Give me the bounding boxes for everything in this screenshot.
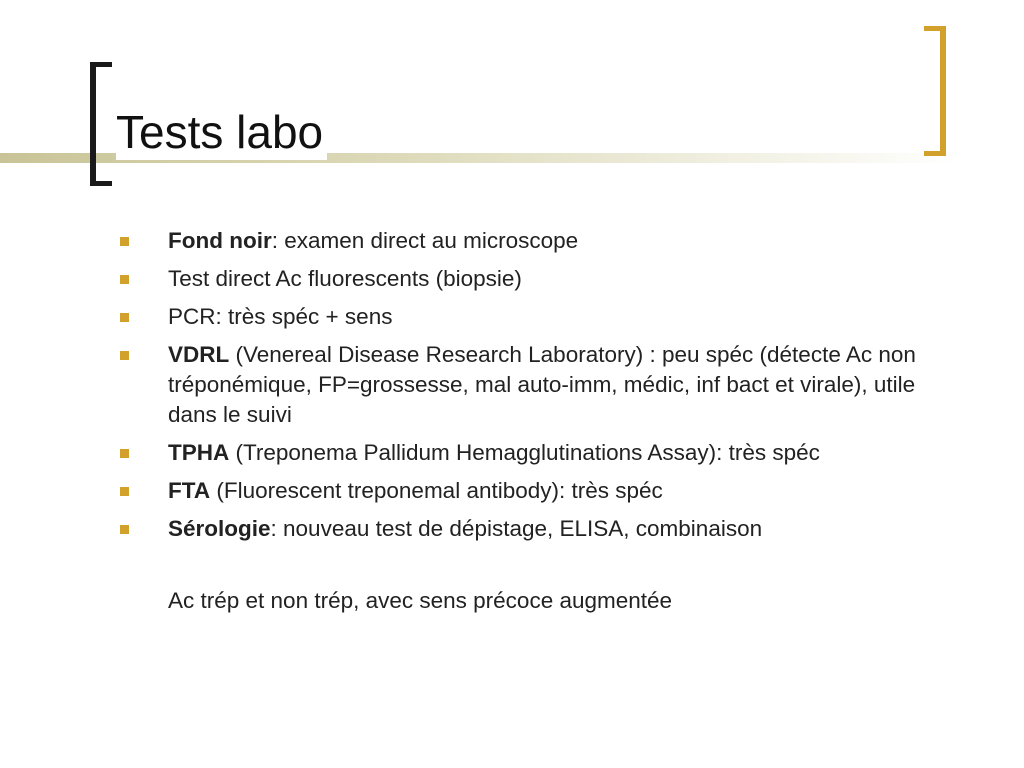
bullet-item (120, 264, 950, 294)
bullet-text: Test direct Ac fluorescents (biopsie) (168, 266, 522, 291)
bullet-bold-term: TPHA (168, 440, 230, 465)
bullet-text: (Treponema Pallidum Hemagglutinations Assay): très spéc (229, 440, 820, 465)
bullet-square-icon (120, 487, 129, 496)
bullet-text: (Venereal Disease Research Laboratory) : peu spéc (détecte Ac non tréponémique, FP=grossesse, mal auto-imm, médic, inf bact et virale), utile dans le suivi (168, 342, 916, 427)
bullet-text: PCR: très spéc + sens (168, 304, 393, 329)
slide-title: Tests labo (116, 104, 327, 160)
bullet-item (120, 340, 950, 430)
bullet-square-icon (120, 449, 129, 458)
bullet-item (120, 438, 950, 468)
bullet-bold-term: Sérologie (168, 516, 271, 541)
bullet-item (120, 514, 950, 544)
right-bracket-decoration (924, 26, 946, 156)
continuation-text: Ac trép et non trép, avec sens précoce augmentée (168, 588, 673, 613)
bullet-bold-term: FTA (168, 478, 211, 503)
bullet-text: : examen direct au microscope (271, 228, 579, 253)
bullet-text: : nouveau test de dépistage, ELISA, combinaison (270, 516, 763, 541)
bullet-square-icon (120, 313, 129, 322)
bullet-square-icon (120, 237, 129, 246)
bullet-list (120, 226, 950, 552)
bullet-bold-term: VDRL (168, 342, 230, 367)
bullet-square-icon (120, 525, 129, 534)
bullet-text: (Fluorescent treponemal antibody): très spéc (210, 478, 663, 503)
bullet-item (120, 476, 950, 506)
bullet-square-icon (120, 275, 129, 284)
bullet-item (120, 226, 950, 256)
bullet-item (120, 302, 950, 332)
bullet-square-icon (120, 351, 129, 360)
bullet-bold-term: Fond noir (168, 228, 272, 253)
left-bracket-decoration (90, 62, 112, 186)
